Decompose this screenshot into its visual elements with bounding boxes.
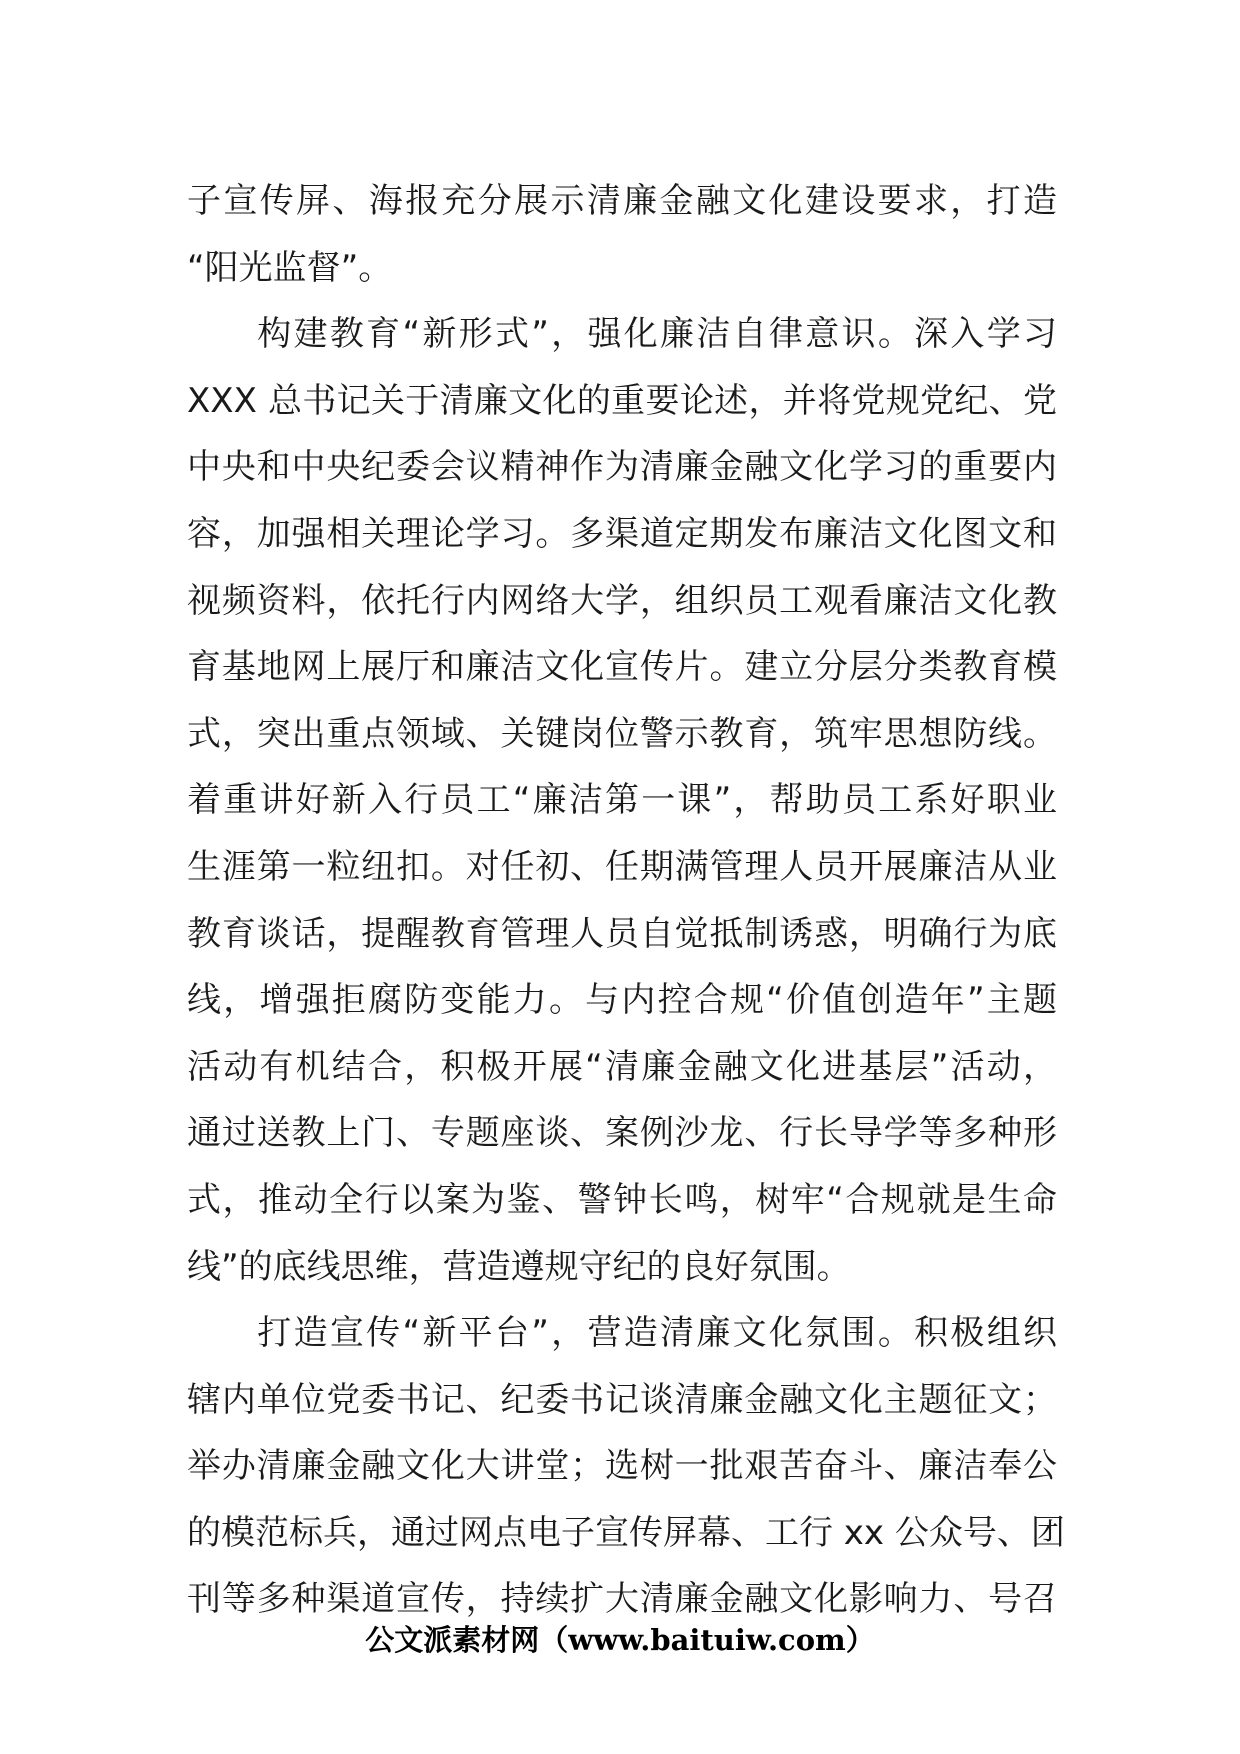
paragraph-3 xyxy=(187,1300,1065,1633)
text-line-content: 打造宣传“新平台”，营造清廉文化氛围。积极组织 xyxy=(255,1313,1057,1354)
text-line: XXX 总书记关于清廉文化的重要论述，并将党规党纪、党 xyxy=(187,380,1057,421)
text-line: 生涯第一粒纽扣。对任初、任期满管理人员开展廉洁从业 xyxy=(187,846,1057,887)
text-line: 着重讲好新入行员工“廉洁第一课”，帮助员工系好职业 xyxy=(187,780,1057,821)
text-line: 线”的底线思维，营造遵规守纪的良好氛围。 xyxy=(187,1246,851,1287)
text-line-indented xyxy=(187,1300,1057,1367)
text-line: 式，突出重点领域、关键岗位警示教育，筑牢思想防线。 xyxy=(187,713,1057,754)
text-line: 子宣传屏、海报充分展示清廉金融文化建设要求，打造 xyxy=(187,181,1057,221)
text-line: 教育谈话，提醒教育管理人员自觉抵制诱惑，明确行为底 xyxy=(187,913,1057,954)
text-line: 刊等多种渠道宣传，持续扩大清廉金融文化影响力、号召 xyxy=(187,1579,1057,1620)
text-line: 活动有机结合，积极开展“清廉金融文化进基层”活动， xyxy=(187,1046,1057,1087)
document-body xyxy=(187,168,1065,1633)
footer-watermark: 公文派素材网（www.baituiw.com） xyxy=(365,1623,875,1657)
paragraph-1 xyxy=(187,168,1057,301)
text-line: 容，加强相关理论学习。多渠道定期发布廉洁文化图文和 xyxy=(187,513,1057,554)
text-line: 辖内单位党委书记、纪委书记谈清廉金融文化主题征文； xyxy=(187,1379,1057,1420)
text-line: 中央和中央纪委会议精神作为清廉金融文化学习的重要内 xyxy=(187,447,1057,488)
text-line: 视频资料，依托行内网络大学，组织员工观看廉洁文化教 xyxy=(187,580,1057,621)
text-line: 通过送教上门、专题座谈、案例沙龙、行长导学等多种形 xyxy=(187,1113,1057,1154)
text-line: 线，增强拒腐防变能力。与内控合规“价值创造年”主题 xyxy=(187,980,1057,1021)
text-line: 育基地网上展厅和廉洁文化宣传片。建立分层分类教育模 xyxy=(187,647,1057,688)
text-line: “阳光监督”。 xyxy=(187,247,393,288)
paragraph-2 xyxy=(187,301,1057,1300)
text-line: 式，推动全行以案为鉴、警钟长鸣，树牢“合规就是生命 xyxy=(187,1179,1057,1220)
text-line: 的模范标兵，通过网点电子宣传屏幕、工行 xx 公众号、团 xyxy=(187,1512,1065,1553)
text-line-indented xyxy=(187,301,1057,368)
text-line-content: 构建教育“新形式”，强化廉洁自律意识。深入学习 xyxy=(255,314,1057,355)
text-line: 举办清廉金融文化大讲堂；选树一批艰苦奋斗、廉洁奉公 xyxy=(187,1446,1057,1487)
